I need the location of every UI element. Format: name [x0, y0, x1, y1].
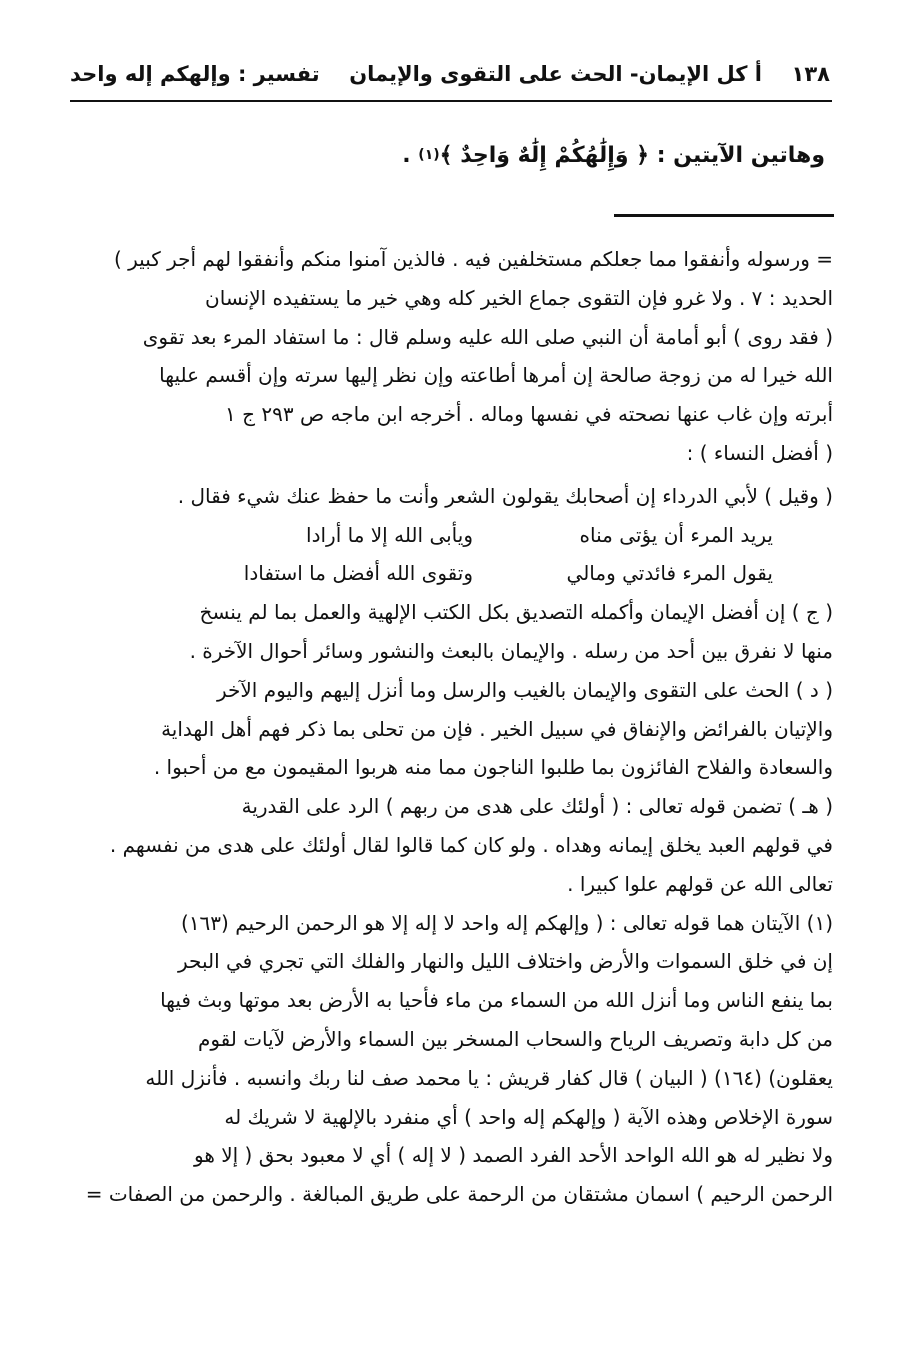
verse-text: وهاتين الآيتين : ﴿ وَإِلَٰهُكُمْ إِلَٰهٌ وَاحِدٌ ﴾: [439, 142, 825, 168]
text-line: تعالى الله عن قولهم علوا كبيرا .: [567, 871, 833, 896]
footnote-separator: [614, 214, 834, 217]
poem-first-hemistich: يقول المرء فائدتي ومالي: [566, 561, 773, 586]
poem-verse: [48, 554, 833, 593]
footnote-line: (١) الآيتان هما قوله تعالى : ( وإلهكم إله واحد لا إله إلا هو الرحمن الرحيم (١٦٣): [181, 910, 833, 935]
verse-end: .: [402, 142, 411, 168]
footnote-line: إن في خلق السموات والأرض واختلاف الليل والنهار والفلك التي تجري في البحر: [178, 949, 833, 974]
header-page-number: ١٣٨: [791, 62, 830, 86]
footnote-line: الرحمن الرحيم ) اسمان مشتقان من الرحمة على طريق المبالغة . والرحمن من الصفات =: [85, 1182, 833, 1207]
text-line: والإتيان بالفرائض والإنفاق في سبيل الخير . فإن من تحلى بما ذكر فهم أهل الهداية: [161, 716, 833, 741]
footnote-line: سورة الإخلاص وهذه الآية ( وإلهكم إله واحد ) أي منفرد بالإلهية لا شريك له: [224, 1104, 833, 1129]
footnote-line: ولا نظير له هو الله الواحد الأحد الفرد الصمد ( لا إله ) أي لا معبود بحق ( إلا هو: [193, 1143, 833, 1168]
text-line: ( ج ) إن أفضل الإيمان وأكمله التصديق بكل الكتب الإلهية والعمل بما لم ينسخ: [199, 600, 833, 625]
text-line: الحديد : ٧ . ولا غرو فإن التقوى جماع الخير كله وهي خير ما يستفيده الإنسان: [205, 285, 833, 310]
header-title: أ كل الإيمان- الحث على التقوى والإيمان: [349, 62, 763, 86]
text-line: = ورسوله وأنفقوا مما جعلكم مستخلفين فيه . فالذين آمنوا منكم وأنفقوا لهم أجر كبير ): [113, 247, 833, 271]
footnote-line: يعقلون) (١٦٤) ( البيان ) قال كفار قريش : يا محمد صف لنا ربك وانسبه . فأنزل الله: [145, 1065, 833, 1090]
body-text: [48, 240, 833, 1214]
footnote-line: بما ينفع الناس وما أنزل الله من السماء من ماء فأحيا به الأرض بعد موتها وبث فيها: [160, 988, 833, 1013]
header-tafsir: تفسير : وإلهكم إله واحد: [70, 62, 320, 86]
verse-line: [310, 130, 825, 180]
poem-second-hemistich: وتقوى الله أفضل ما استفادا: [243, 561, 473, 586]
text-line: ( فقد روى ) أبو أمامة أن النبي صلى الله عليه وسلم قال : ما استفاد المرء بعد تقوى: [142, 324, 833, 349]
footnote-line: من كل دابة وتصريف الرياح والسحاب المسخر بين السماء والأرض لآيات لقوم: [197, 1026, 833, 1051]
poem-second-hemistich: ويأبى الله إلا ما أرادا: [306, 522, 473, 547]
verse-footnote-ref: (١): [418, 147, 440, 163]
text-line: ( وقيل ) لأبي الدرداء إن أصحابك يقولون الشعر وأنت ما حفظ عنك شيء فقال .: [177, 483, 833, 508]
poem-verse: [48, 516, 833, 555]
header-divider: [70, 100, 832, 102]
text-line: ( أفضل النساء ) :: [686, 440, 833, 465]
text-line: في قولهم العبد يخلق إيمانه وهداه . ولو كان كما قالوا لقال أولئك على هدى من نفسهم .: [109, 832, 833, 857]
page-header: [70, 50, 830, 98]
text-line: ( هـ ) تضمن قوله تعالى : ( أولئك على هدى من ربهم ) الرد على القدرية: [241, 794, 833, 819]
text-line: ( د ) الحث على التقوى والإيمان بالغيب والرسل وما أنزل إليهم واليوم الآخر: [216, 677, 833, 702]
text-line: أبرته وإن غاب عنها نصحته في نفسها وماله . أخرجه ابن ماجه ص ٢٩٣ ج ١: [224, 402, 833, 427]
text-line: والسعادة والفلاح الفائزون بما طلبوا الناجون مما منه هربوا المقيمون مع من أحبوا .: [153, 755, 833, 780]
poem-first-hemistich: يريد المرء أن يؤتى مناه: [579, 522, 773, 547]
text-line: الله خيرا له من زوجة صالحة إن أمرها أطاعته وإن نظر إليها سرته وإن أقسم عليها: [159, 363, 833, 388]
text-line: منها لا نفرق بين أحد من رسله . والإيمان بالبعث والنشور وسائر أحوال الآخرة .: [189, 638, 833, 663]
